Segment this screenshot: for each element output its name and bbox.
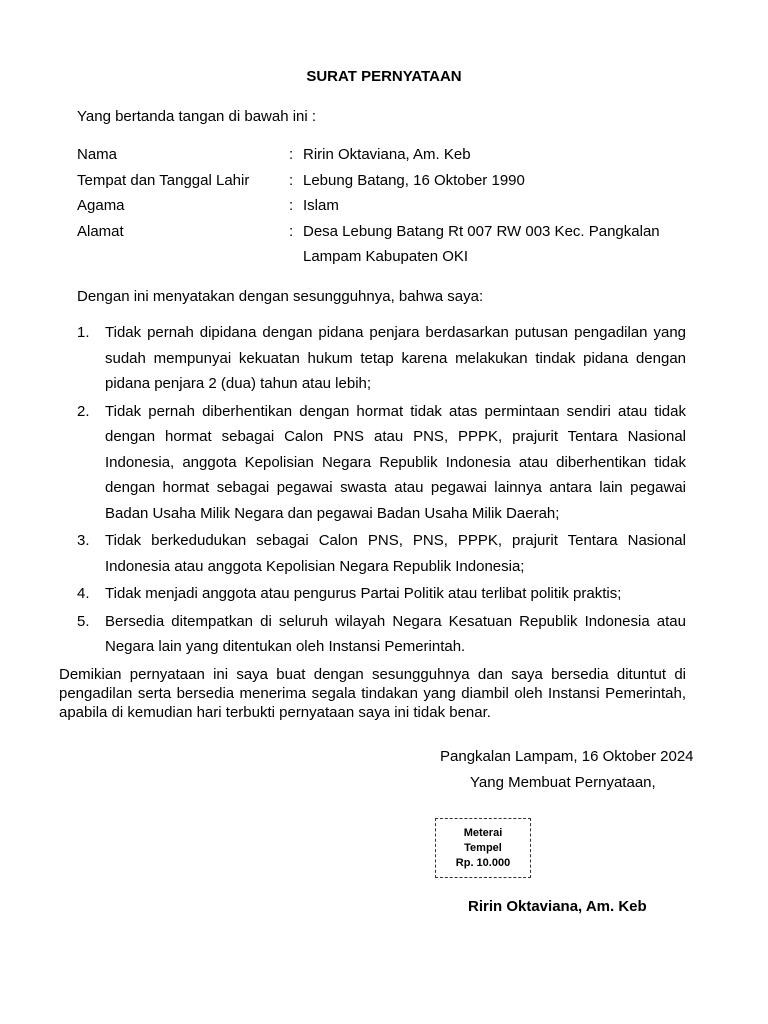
identity-row-religion xyxy=(77,196,697,222)
document-title: SURAT PERNYATAAN xyxy=(306,68,462,85)
list-item-number: 1. xyxy=(77,324,90,341)
list-item xyxy=(77,320,686,397)
identity-separator: : xyxy=(289,197,294,214)
closing-paragraph: Demikian pernyataan ini saya buat dengan sesungguhnya dan saya bersedia dituntut di pengadilan serta bersedia menerima segala tindakan yang diambil oleh Instansi Pemerintah, apabila di kemudian hari terbukti pernyataan saya ini tidak benar. xyxy=(59,666,686,721)
identity-label: Tempat dan Tanggal Lahir xyxy=(77,171,250,189)
signature-maker-label: Yang Membuat Pernyataan, xyxy=(470,774,656,791)
list-item-number: 4. xyxy=(77,585,90,602)
signature-place-date: Pangkalan Lampam, 16 Oktober 2024 xyxy=(440,748,694,765)
intro-text: Yang bertanda tangan di bawah ini : xyxy=(77,108,317,125)
identity-address-continuation: Lampam Kabupaten OKI xyxy=(303,248,469,265)
identity-value: Lebung Batang, 16 Oktober 1990 xyxy=(303,171,525,189)
list-item-number: 5. xyxy=(77,612,90,630)
list-item xyxy=(77,528,686,579)
identity-value: Desa Lebung Batang Rt 007 RW 003 Kec. Pangkalan xyxy=(303,222,660,240)
identity-separator: : xyxy=(289,171,294,189)
stamp-line: Tempel xyxy=(464,841,502,854)
list-item-text: Tidak berkedudukan sebagai Calon PNS, PNS, PPPK, prajurit Tentara Nasional Indonesia atau anggota Kepolisian Negara Republik Indonesia; xyxy=(105,532,686,575)
identity-table xyxy=(77,145,697,272)
signer-name: Ririn Oktaviana, Am. Keb xyxy=(468,898,647,915)
list-item xyxy=(77,399,686,527)
statement-text: Dengan ini menyatakan dengan sesungguhnya, bahwa saya: xyxy=(77,288,484,305)
identity-label: Nama xyxy=(77,146,118,163)
identity-row-address xyxy=(77,222,697,248)
identity-row-birth xyxy=(77,171,697,197)
stamp-line: Rp. 10.000 xyxy=(455,856,511,869)
list-item-text: Tidak menjadi anggota atau pengurus Partai Politik atau terlibat politik praktis; xyxy=(105,585,622,602)
list-item-number: 3. xyxy=(77,532,90,549)
duty-stamp-box xyxy=(435,818,531,878)
identity-value: Islam xyxy=(303,197,339,214)
list-item-text: Bersedia ditempatkan di seluruh wilayah Negara Kesatuan Republik Indonesia atau Negara lain yang ditentukan oleh Instansi Pemerintah. xyxy=(105,612,686,655)
identity-label: Alamat xyxy=(77,222,124,240)
stamp-line: Meterai xyxy=(463,826,503,839)
statement-points-list xyxy=(77,320,686,662)
list-item xyxy=(77,609,686,660)
list-item-text: Tidak pernah diberhentikan dengan hormat tidak atas permintaan sendiri atau tidak dengan hormat sebagai Calon PNS atau PNS, PPPK, prajurit Tentara Nasional Indonesia, anggota Kepolisian Negara Republik Indonesia atau diberhentikan tidak dengan hormat sebagai pegawai swasta atau pegawai lainnya antara lain pegawai Badan Usaha Milik Negara dan pegawai Badan Usaha Milik Daerah; xyxy=(105,402,686,522)
list-item xyxy=(77,581,686,607)
identity-separator: : xyxy=(289,222,294,240)
list-item-number: 2. xyxy=(77,402,90,420)
identity-label: Agama xyxy=(77,197,125,214)
identity-separator: : xyxy=(289,146,294,163)
identity-row-name xyxy=(77,145,697,171)
list-item-text: Tidak pernah dipidana dengan pidana penjara berdasarkan putusan pengadilan yang sudah mempunyai kekuatan hukum tetap karena melakukan tindak pidana dengan pidana penjara 2 (dua) tahun atau lebih; xyxy=(105,324,686,392)
identity-value: Ririn Oktaviana, Am. Keb xyxy=(303,146,471,163)
